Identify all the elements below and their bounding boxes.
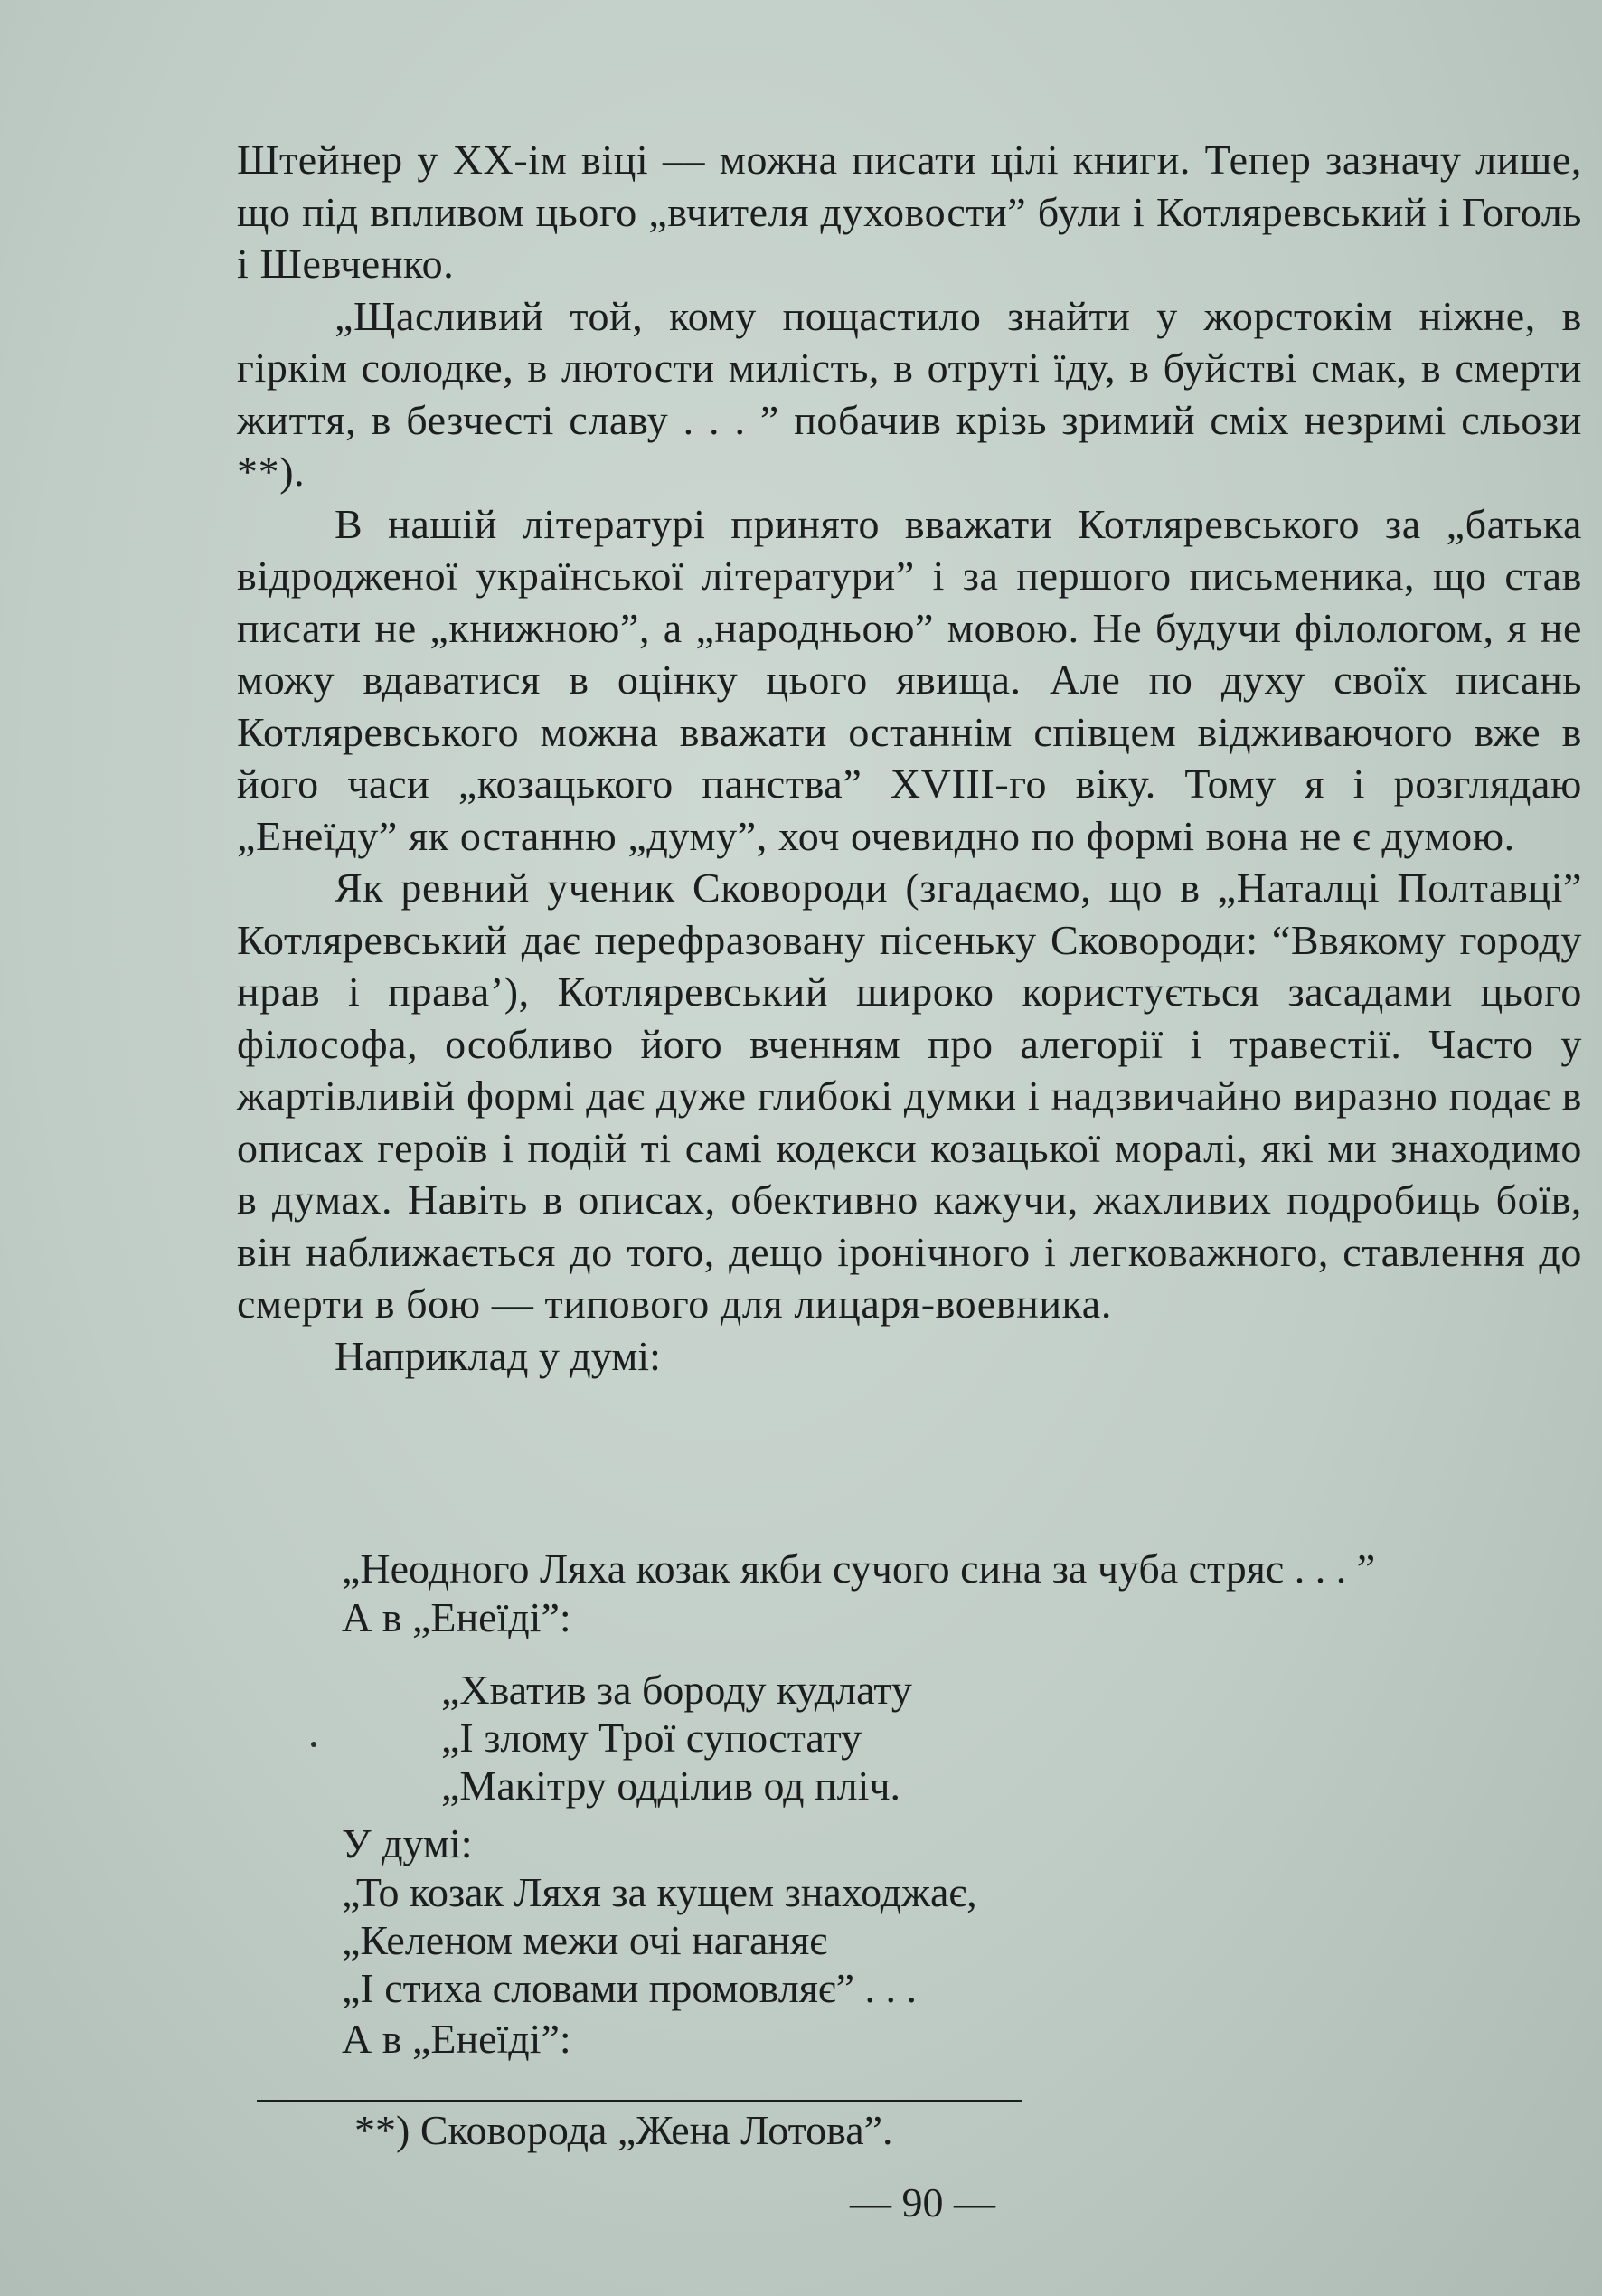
verse-line: „І стиха словами промовляє” . . .	[342, 1965, 918, 2011]
verse-line: „І злому Трої супостату	[441, 1715, 862, 1761]
duma-quote-1: „Неодного Ляха козак якби сучого сина за чуба стряс . . . ”	[342, 1545, 1376, 1592]
verse-line: „То козак Ляхя за кущем знаходжає,	[342, 1869, 977, 1915]
print-speck	[311, 1742, 316, 1747]
example-intro: Наприклад у думі:	[335, 1332, 661, 1379]
paragraph-1: Штейнер у XX-ім віці –– можна писати цілі книги. Тепер зазначу лише, що під впливом цього „вчителя духовости” були і Котляревський і Гоголь і Шевченко.	[237, 137, 1582, 287]
page-number: — 90 —	[850, 2179, 995, 2225]
paragraph-4: Як ревний ученик Сковороди (згадаємо, що в „Наталці Полтавці” Котляревський дає перефразовану пісеньку Сковороди: “Ввякому городу нрав і права’), Котляревський широко користується засадами цього філософа, особливо його вченням про алегорії і травестії. Часто у жартівливій формі дає дуже глибокі думки і надзвичайно виразно подає в описах героїв і подій ті самі кодекси козацької моралі, які ми знаходимо в думах. Навіть в описах, обективно кажучи, жахливих подробиць боїв, він наближається до того, дещо іронічного і легковажного, ставлення до смерти в бою — типового для лицаря-воевника.	[237, 865, 1582, 1327]
verse-line: „Хватив за бороду кудлату	[441, 1667, 912, 1713]
verse-line: „Макітру одділив од пліч.	[441, 1762, 901, 1809]
paragraph-2: „Щасливий той, кому пощастило знайти у жорстокім ніжне, в гіркім солодке, в лютости милість, в отруті їду, в буйстві смак, в смерти життя, в безчесті славу . . . ” побачив крізь зримий сміх незримі сльози **).	[237, 292, 1582, 495]
verse-line: „Келеном межи очі наганяє	[342, 1917, 827, 1963]
footnote-rule	[257, 2100, 1022, 2102]
duma-reference-2: У думі:	[342, 1820, 473, 1866]
duma-verse-2	[342, 1868, 977, 2012]
footnote: **) Сковорода „Жена Лотова”.	[354, 2107, 893, 2153]
aeneid-verse-1	[441, 1666, 912, 1809]
aeneid-reference-2: А в „Енеїді”:	[342, 2016, 571, 2062]
paragraph-3: В нашій літературі принято вважати Котляревського за „батька відродженої української літератури” і за першого письменика, що став писати не „книжною”, а „народньою” мовою. Не будучи філологом, я не можу вдаватися в оцінку цього явища. Але по духу своїх писань Котляревського можна вважати останнім співцем відживаючого вже в його часи „козацького панства” XVIII-го віку. Тому я і розглядаю „Енеїду” як останню „думу”, хоч очевидно по формі вона не є думою.	[237, 500, 1582, 859]
aeneid-reference-1: А в „Енеїді”:	[342, 1594, 571, 1640]
main-text	[237, 134, 1582, 1382]
